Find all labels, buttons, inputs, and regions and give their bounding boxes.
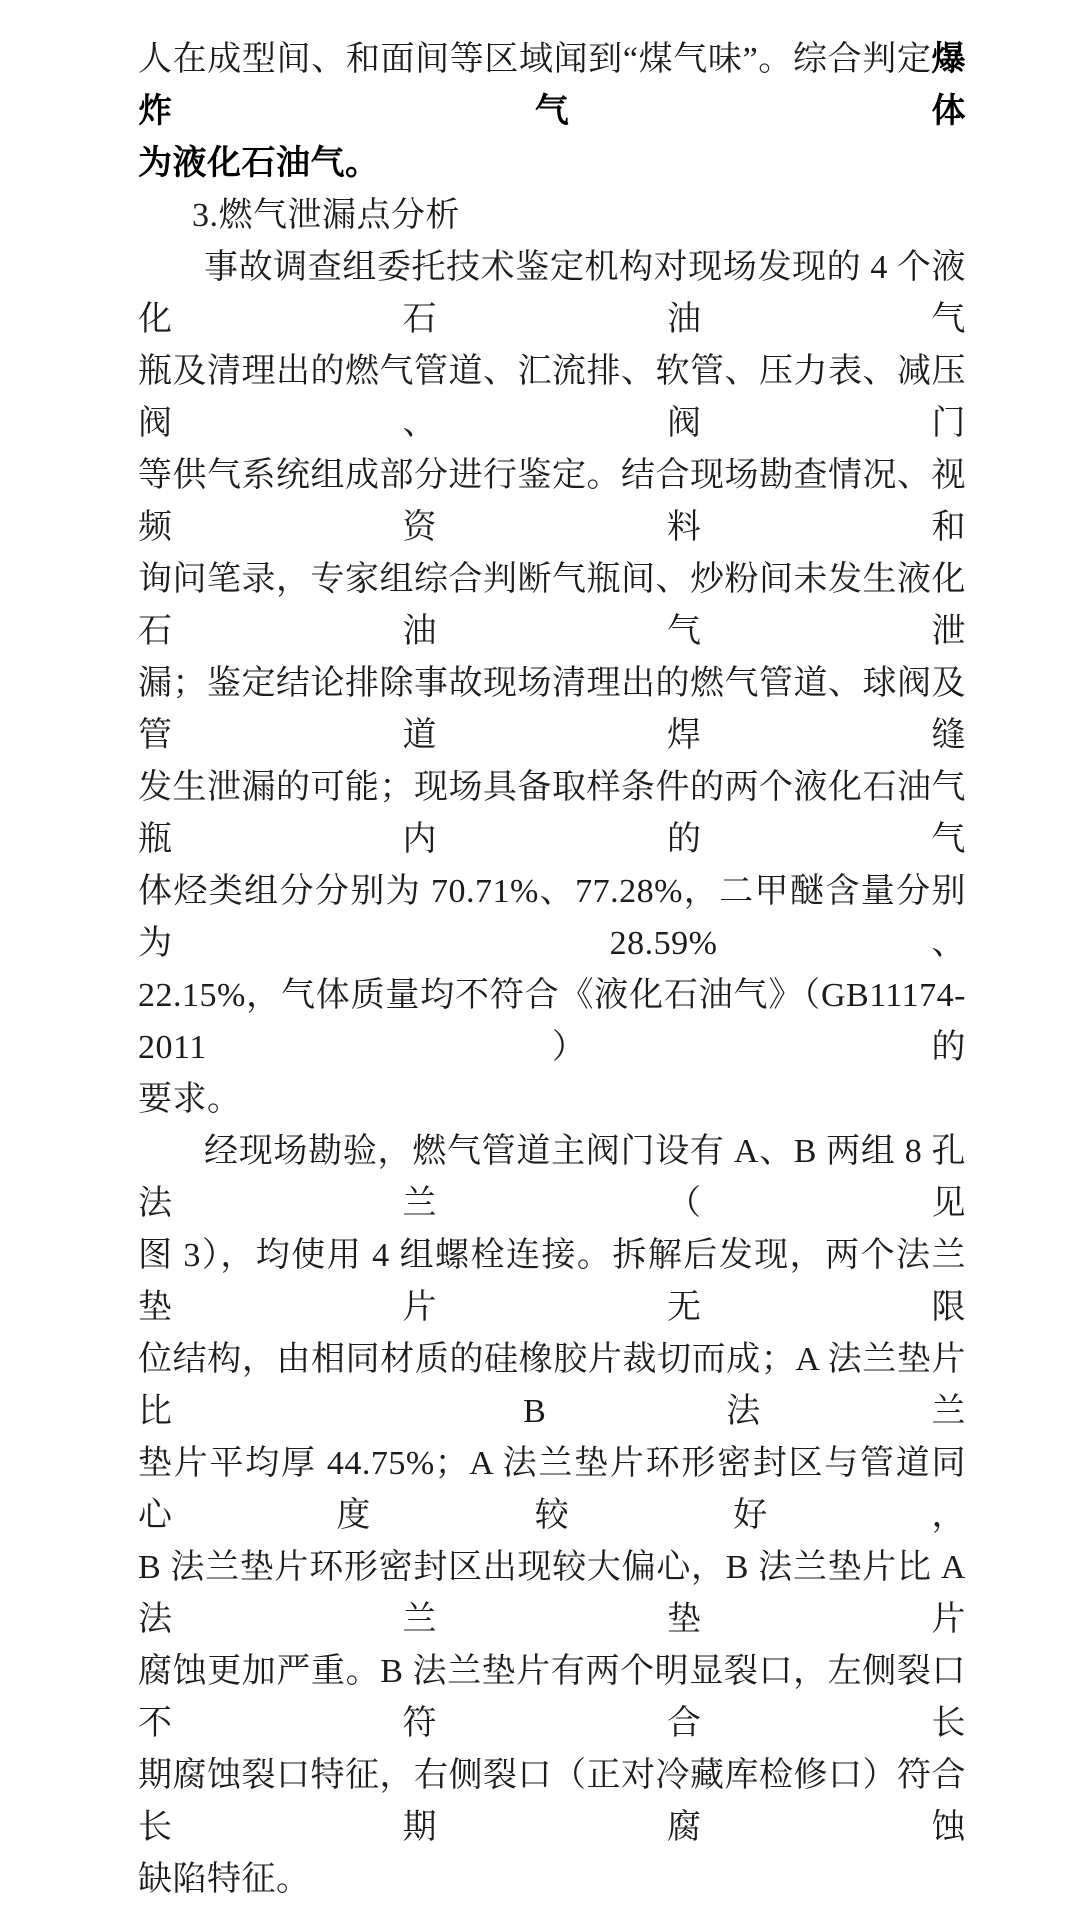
text-line (138, 1750, 966, 1854)
text-line (138, 658, 966, 762)
text-line (138, 1074, 966, 1126)
section-heading (138, 190, 966, 242)
text-segment: 发生泄漏的可能；现场具备取样条件的两个液化石油气瓶内的气 (138, 769, 966, 858)
text-column (138, 34, 966, 1906)
bold-text-segment: 为液化石油气。 (138, 145, 380, 182)
text-segment: 3.燃气泄漏点分析 (192, 197, 460, 234)
text-segment: 经现场勘验，燃气管道主阀门设有 A、B 两组 8 孔法兰（见 (138, 1133, 966, 1222)
text-line (138, 1854, 966, 1906)
text-segment: B 法兰垫片环形密封区出现较大偏心，B 法兰垫片比 A 法兰垫片 (138, 1549, 966, 1638)
text-line (138, 970, 966, 1074)
bold-text-segment: 爆炸气体 (138, 41, 966, 130)
text-segment: 体烃类组分分别为 70.71%、77.28%，二甲醚含量分别为 28.59%、 (138, 873, 966, 962)
text-segment: 图 3），均使用 4 组螺栓连接。拆解后发现，两个法兰垫片无限 (138, 1237, 966, 1326)
text-segment: 22.15%，气体质量均不符合《液化石油气》（GB11174-2011）的 (138, 977, 966, 1066)
text-segment: 漏；鉴定结论排除事故现场清理出的燃气管道、球阀及管道焊缝 (138, 665, 966, 754)
text-line (138, 34, 966, 138)
text-line (138, 554, 966, 658)
text-segment: 瓶及清理出的燃气管道、汇流排、软管、压力表、减压阀、阀门 (138, 353, 966, 442)
text-line (138, 866, 966, 970)
text-line (138, 1126, 966, 1230)
text-line (138, 450, 966, 554)
text-line (138, 1438, 966, 1542)
text-line (138, 1230, 966, 1334)
text-segment: 缺陷特征。 (138, 1861, 311, 1898)
text-line (138, 1542, 966, 1646)
text-line (138, 346, 966, 450)
text-line (138, 138, 966, 190)
text-line (138, 1334, 966, 1438)
text-segment: 询问笔录，专家组综合判断气瓶间、炒粉间未发生液化石油气泄 (138, 561, 966, 650)
text-line (138, 762, 966, 866)
text-segment: 位结构，由相同材质的硅橡胶片裁切而成；A 法兰垫片比 B 法兰 (138, 1341, 966, 1430)
text-segment: 垫片平均厚 44.75%；A 法兰垫片环形密封区与管道同心度较好， (138, 1445, 966, 1534)
text-segment: 人在成型间、和面间等区域闻到“煤气味”。综合判定 (138, 41, 932, 78)
text-line (138, 242, 966, 346)
text-segment: 期腐蚀裂口特征，右侧裂口（正对冷藏库检修口）符合长期腐蚀 (138, 1757, 966, 1846)
text-line (138, 1646, 966, 1750)
text-segment: 要求。 (138, 1081, 242, 1118)
text-segment: 腐蚀更加严重。B 法兰垫片有两个明显裂口，左侧裂口不符合长 (138, 1653, 966, 1742)
text-segment: 等供气系统组成部分进行鉴定。结合现场勘查情况、视频资料和 (138, 457, 966, 546)
text-segment: 事故调查组委托技术鉴定机构对现场发现的 4 个液化石油气 (138, 249, 966, 338)
